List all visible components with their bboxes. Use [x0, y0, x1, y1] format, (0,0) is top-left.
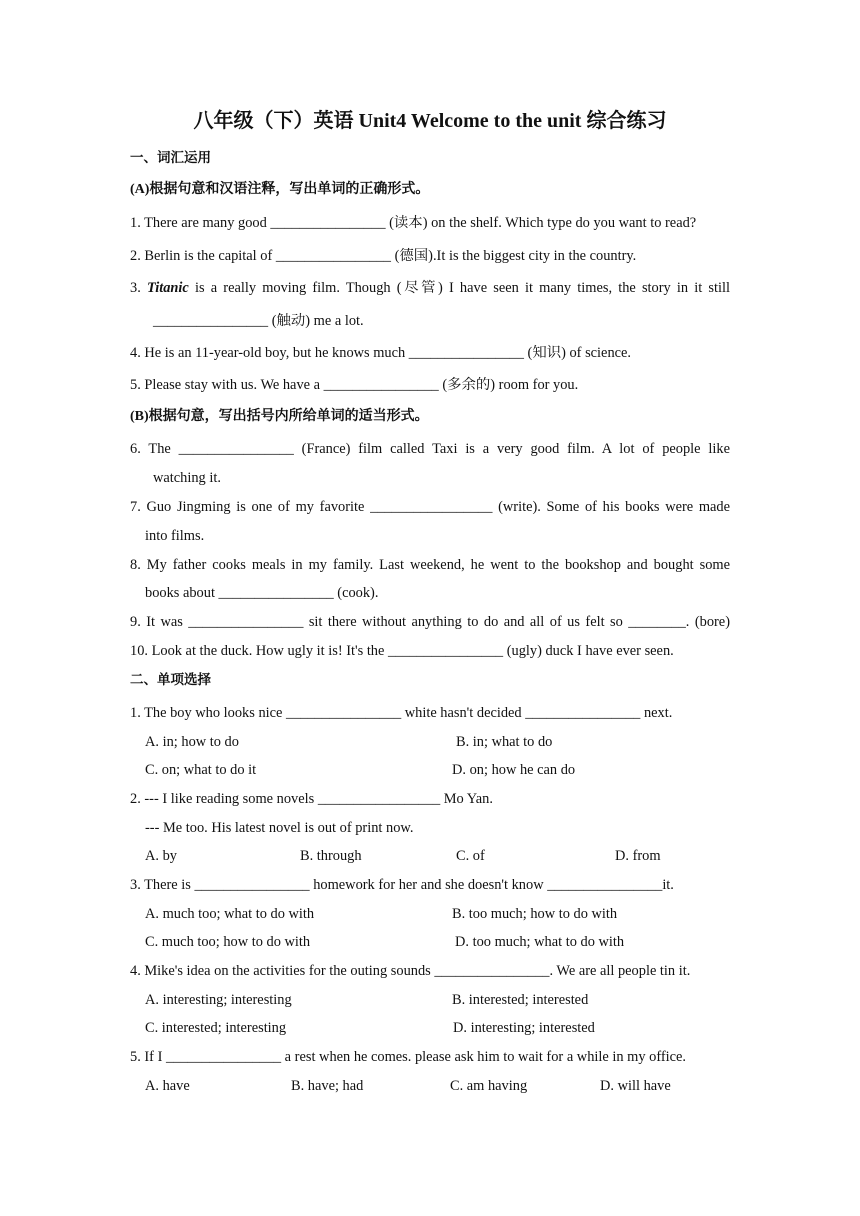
section-heading-multiple-choice: 二、单项选择	[130, 672, 211, 688]
vocab-question-6: 6. The ________________ (France) film called Taxi is a very good film. A lot of people like	[130, 441, 730, 457]
q3-text: is a really moving film. Though (尽管) I have seen it many times, the story in it still	[188, 280, 731, 296]
mc-q1-option-c: C. on; what to do it	[145, 762, 257, 778]
vocab-question-2: 2. Berlin is the capital of ________________ (德国).It is the biggest city in the country.	[130, 248, 637, 264]
mc-q3-option-a: A. much too; what to do with	[145, 906, 315, 922]
mc-q1-option-a: A. in; how to do	[145, 734, 239, 750]
mc-q4-option-c: C. interested; interesting	[145, 1020, 287, 1036]
vocab-question-1: 1. There are many good ________________ (读本) on the shelf. Which type do you want to read?	[130, 215, 697, 231]
mc-q5-option-a: A. have	[145, 1078, 190, 1094]
vocab-question-9: 9. It was ________________ sit there without anything to do and all of us felt so ________. (bore)	[130, 614, 730, 630]
vocab-question-5: 5. Please stay with us. We have a ________________ (多余的) room for you.	[130, 377, 579, 393]
q3-film-title: Titanic	[146, 280, 189, 296]
part-a-instruction: (A)根据句意和汉语注释，写出单词的正确形式。	[130, 182, 430, 197]
mc-q3-option-c: C. much too; how to do with	[145, 934, 311, 950]
vocab-question-7: 7. Guo Jingming is one of my favorite _________________ (write). Some of his books were made	[130, 499, 730, 515]
part-b-instruction: (B)根据句意，写出括号内所给单词的适当形式。	[130, 409, 429, 424]
vocab-question-6-cont: watching it.	[153, 470, 221, 486]
mc-q2-option-d: D. from	[615, 848, 661, 864]
mc-question-1: 1. The boy who looks nice ________________ white hasn't decided ________________ next.	[130, 705, 673, 721]
mc-q3-option-b: B. too much; how to do with	[452, 906, 618, 922]
mc-q5-option-d: D. will have	[600, 1078, 671, 1094]
vocab-question-3-cont: ________________ (触动) me a lot.	[153, 313, 364, 329]
mc-question-2: 2. --- I like reading some novels _________________ Mo Yan.	[130, 791, 493, 807]
mc-question-2-cont: --- Me too. His latest novel is out of print now.	[145, 820, 414, 836]
mc-q2-option-b: B. through	[300, 848, 362, 864]
mc-question-3: 3. There is ________________ homework for her and she doesn't know ________________it.	[130, 877, 674, 893]
mc-q1-option-b: B. in; what to do	[456, 734, 553, 750]
mc-q5-option-c: C. am having	[450, 1078, 528, 1094]
vocab-question-7-cont: into films.	[145, 528, 205, 544]
mc-q4-option-a: A. interesting; interesting	[145, 992, 292, 1008]
page-title: 八年级（下）英语 Unit4 Welcome to the unit 综合练习	[193, 110, 667, 132]
mc-q5-option-b: B. have; had	[291, 1078, 364, 1094]
vocab-question-10: 10. Look at the duck. How ugly it is! It's the ________________ (ugly) duck I have ever seen.	[130, 643, 674, 659]
vocab-question-8: 8. My father cooks meals in my family. Last weekend, he went to the bookshop and bought some	[130, 557, 730, 573]
mc-question-5: 5. If I ________________ a rest when he comes. please ask him to wait for a while in my office.	[130, 1049, 687, 1065]
mc-question-4: 4. Mike's idea on the activities for the outing sounds ________________. We are all people tin it.	[130, 963, 691, 979]
mc-q4-option-b: B. interested; interested	[452, 992, 589, 1008]
q3-number: 3.	[130, 280, 147, 296]
vocab-question-8-cont: books about ________________ (cook).	[145, 585, 379, 601]
mc-q1-option-d: D. on; how he can do	[452, 762, 576, 778]
vocab-question-4: 4. He is an 11-year-old boy, but he knows much ________________ (知识) of science.	[130, 345, 632, 361]
mc-q4-option-d: D. interesting; interested	[453, 1020, 595, 1036]
mc-q2-option-a: A. by	[145, 848, 177, 864]
mc-q3-option-d: D. too much; what to do with	[455, 934, 625, 950]
mc-q2-option-c: C. of	[456, 848, 485, 864]
section-heading-vocabulary: 一、词汇运用	[130, 150, 211, 166]
vocab-question-3	[130, 279, 730, 297]
